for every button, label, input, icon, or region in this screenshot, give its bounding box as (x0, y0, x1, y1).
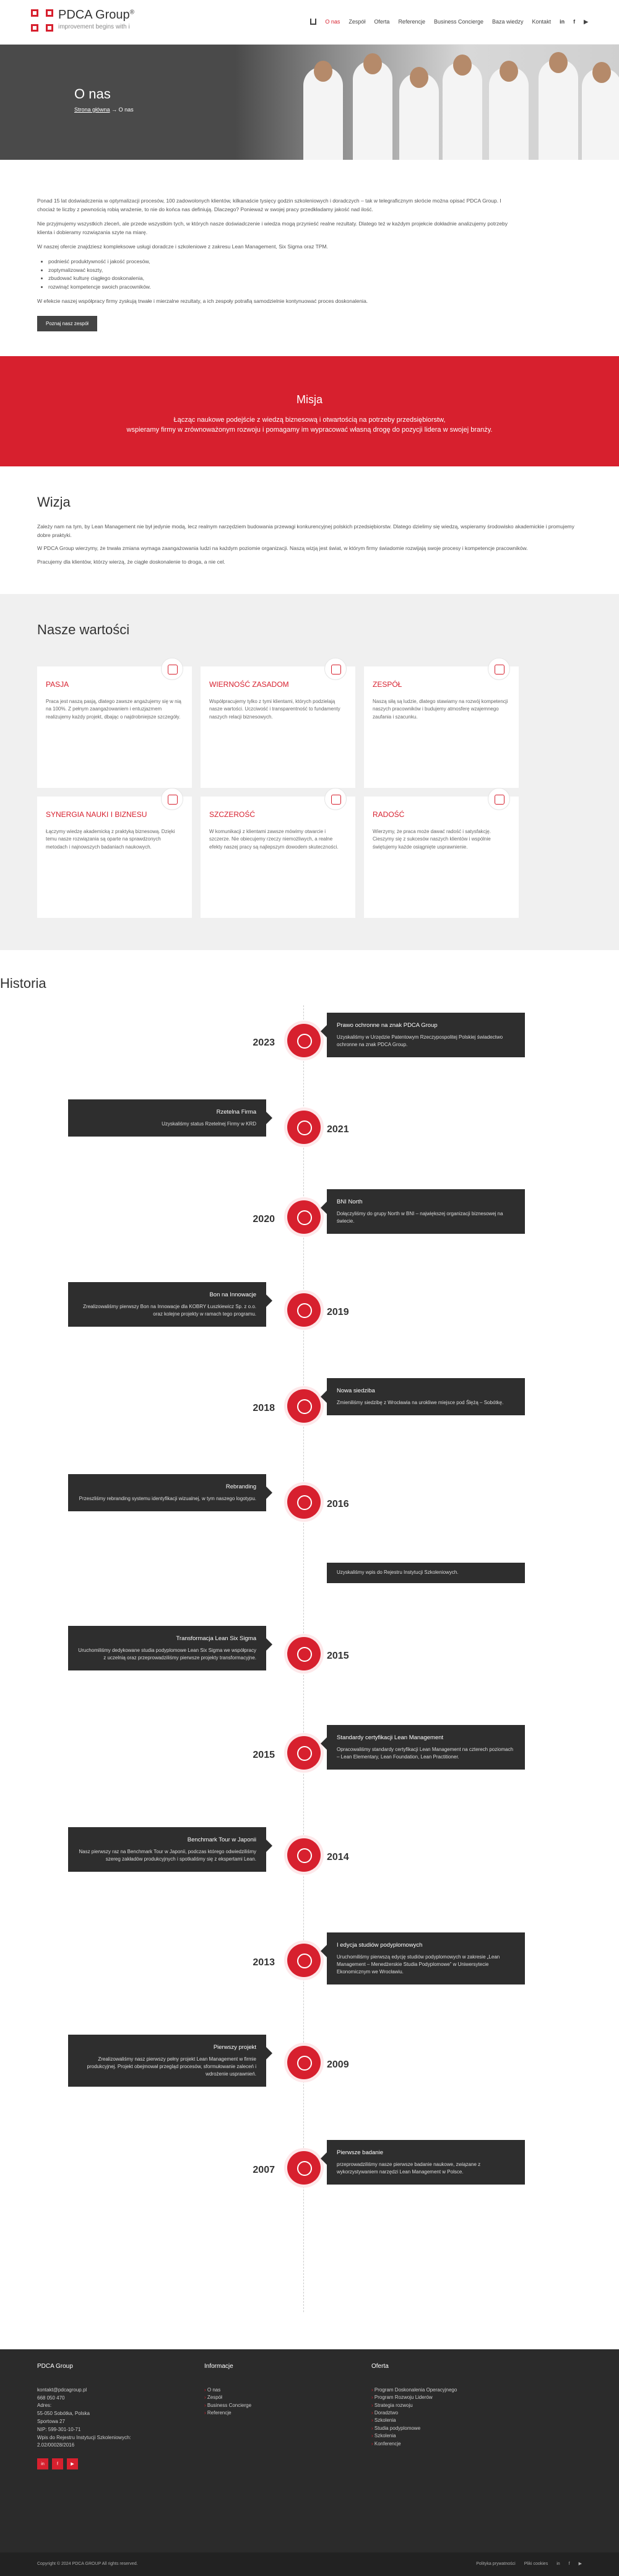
team-button[interactable]: Poznaj nasz zespół (37, 316, 97, 331)
top-header (0, 0, 619, 45)
gears-icon (287, 1293, 321, 1327)
list-item: • zbudować kulturę ciągłego doskonalenia, (48, 274, 582, 283)
logo-name: PDCA Group® (58, 8, 134, 22)
footer-link[interactable]: › Program Rozwoju Liderów (371, 2394, 539, 2401)
trademark-icon (287, 1024, 321, 1057)
values-section (0, 594, 619, 950)
timeline (68, 1005, 551, 2312)
footer-link[interactable]: › Program Doskonalenia Operacyjnego (371, 2386, 539, 2394)
breadcrumb-current: O nas (118, 107, 134, 113)
nav-o-nas[interactable]: O nas (325, 19, 340, 25)
sigma-icon (287, 1637, 321, 1670)
footer-contact: PDCA Group kontakt@pdcagroup.pl 668 050 470 Adres: 55-050 Sobótka, Polska Sportowa 27 NIP: 599-301-10-71 Wpis do Rejestru Instytucji Szkoleniowych: 2.02/00028/2016 in f ▶ (37, 2362, 204, 2469)
heart-icon (161, 658, 183, 680)
list-item: • zoptymalizować koszty, (48, 266, 582, 275)
timeline-event: 2007 Pierwsze badanie przeprowadziliśmy nasze pierwsze badanie naukowe, związane z wykorzystywaniem narzędzi Lean Management w Polsce. (68, 2133, 551, 2207)
timeline-event: 2021 Rzetelna Firma Uzyskaliśmy status Rzetelnej Firmy w KRD (68, 1092, 551, 1166)
list-item: • podnieść produktywność i jakość procesów, (48, 258, 582, 266)
value-card: WIERNOŚĆ ZASADOM Współpracujemy tylko z tymi klientami, których podzielają nasze wartości. Uczciwość i transparentność to fundamenty naszych relacji biznesowych. (201, 666, 355, 788)
history-section (0, 950, 619, 2349)
science-icon (161, 788, 183, 810)
value-card: SYNERGIA NAUKI I BIZNESU Łączymy wiedzę akademicką z praktyką biznesową. Dzięki temu nasze rozwiązania są oparte na sprawdzonych metodach i najnowszych badaniach naukowych. (37, 797, 192, 918)
nav-business-concierge[interactable]: Business Concierge (433, 19, 484, 25)
logo[interactable] (31, 9, 134, 32)
timeline-note: Uzyskaliśmy wpis do Rejestru Instytucji Szkoleniowych. (327, 1563, 525, 1583)
nav-oferta[interactable]: Oferta (374, 19, 390, 25)
refresh-icon (287, 1485, 321, 1519)
phone-link[interactable]: 668 050 470 (37, 2395, 65, 2401)
values-title: Nasze wartości (37, 621, 130, 637)
youtube-icon[interactable]: ▶ (578, 2562, 582, 2567)
badge-icon (287, 1111, 321, 1144)
footer-link[interactable]: › Szkolenia (371, 2417, 539, 2424)
mission-section (0, 356, 619, 466)
footer-link[interactable]: › Business Concierge (204, 2402, 371, 2409)
home-icon[interactable] (310, 19, 316, 25)
footer-link[interactable]: › Szkolenia (371, 2432, 539, 2440)
timeline-event: 2018 Nowa siedziba Zmieniliśmy siedzibę z Wrocławia na urokliwe miejsce pod Ślężą – Sobótkę. (68, 1371, 551, 1445)
hand-heart-icon (324, 788, 347, 810)
mission-text: wspieramy firmy w zrównoważonym rozwoju i pomagamy im wypracować własną drogę do pozycji lidera w swojej branży. (126, 426, 493, 434)
mission-title: Misja (296, 393, 322, 406)
youtube-icon[interactable]: ▶ (67, 2458, 78, 2469)
timeline-event: 2023 Prawo ochronne na znak PDCA Group Uzyskaliśmy w Urzędzie Patentowym Rzeczypospolitej Polskiej świadectwo ochronne na znak PDCA Group. (68, 1005, 551, 1080)
footer-link[interactable]: › Zespół (204, 2394, 371, 2401)
about-paragraph: W efekcie naszej współpracy firmy zyskują trwałe i mierzalne rezultaty, a ich zespoły potrafią samodzielnie kontynuować proces doskonalenia. (37, 298, 368, 305)
footer (0, 2349, 619, 2576)
vision-paragraph: W PDCA Group wierzymy, że trwała zmiana wymaga zaangażowania ludzi na każdym poziomie organizacji. Naszą wizją jest świat, w którym firmy świadomie rozwijają swoje procesy i kompetencje pracowników. (37, 545, 528, 552)
vision-title: Wizja (37, 494, 71, 510)
vision-section (0, 466, 619, 594)
nav-zespol[interactable]: Zespół (348, 19, 366, 25)
nav-baza-wiedzy[interactable]: Baza wiedzy (492, 19, 524, 25)
team-icon (488, 658, 510, 680)
footer-link[interactable]: › Konferencje (371, 2440, 539, 2448)
timeline-event: 2020 BNI North Dołączyliśmy do grupy North w BNI – największej organizacji biznesowej na świecie. (68, 1182, 551, 1256)
timeline-event: 2015 Standardy certyfikacji Lean Management Opracowaliśmy standardy certyfikacji Lean Management na czterech poziomach – Lean Elementary, Lean Foundation, Lean Practitioner. (68, 1718, 551, 1792)
footer-link[interactable]: › Referencje (204, 2409, 371, 2417)
value-card: PASJA Praca jest naszą pasją, dlatego zawsze angażujemy się w nią na 100%. Z pełnym zaangażowaniem i entuzjazmem realizujemy każdy projekt, dbając o najdrobniejsze szczegóły. (37, 666, 192, 788)
footer-bottom (0, 2552, 619, 2576)
logo-mark-icon (31, 9, 53, 32)
bni-logo-icon (287, 1200, 321, 1234)
nav-kontakt[interactable]: Kontakt (532, 19, 552, 25)
handshake-icon (324, 658, 347, 680)
nav-referencje[interactable]: Referencje (398, 19, 425, 25)
timeline-event: 2015 Transformacja Lean Six Sigma Uruchomiliśmy dedykowane studia podyplomowe Lean Six Sigma we współpracy z uczelnią oraz przeprowadziliśmy pierwsze projekty transformacyjne. (68, 1618, 551, 1693)
linkedin-icon[interactable]: in (556, 2562, 560, 2567)
magnifier-icon (287, 2151, 321, 2185)
facebook-icon[interactable]: f (52, 2458, 63, 2469)
breadcrumb-home[interactable]: Strona główna (74, 107, 110, 113)
diagram-icon (287, 2046, 321, 2079)
about-paragraph: Nie przyjmujemy wszystkich zleceń, ale przede wszystkim tych, w których nasze doświadczenie i wiedza mogą przynieść realne rezultaty. Dlatego też w każdym projekcie dokładnie analizujemy potrzeby klienta i dobieramy rozwiązania szyte na miarę. (37, 220, 508, 235)
logo-tagline: improvement begins with i (58, 24, 130, 30)
timeline-event: 2009 Pierwszy projekt Zrealizowaliśmy nasz pierwszy pełny projekt Lean Management w firmie produkcyjnej. Projekt obejmował przegląd procesów, sformułowanie zaleceń i wdrożenie usprawnień. (68, 2027, 551, 2102)
graduation-cap-icon (287, 1944, 321, 1977)
value-card: RADOŚĆ Wierzymy, że praca może dawać radość i satysfakcję. Cieszymy się z sukcesów naszych klientów i wspólnie świętujemy każde osiągnięte usprawnienie. (364, 797, 519, 918)
footer-offer: Oferta › Program Doskonalenia Operacyjnego › Program Rozwoju Liderów › Strategia rozwoju › Doradztwo › Szkolenia › Studia podyplomowe › Szkolenia › Konferencje (371, 2362, 539, 2469)
mission-text: Łącząc naukowe podejście z wiedzą biznesową i otwartością na potrzeby przedsiębiorstw, (173, 416, 446, 424)
vision-paragraph: Pracujemy dla klientów, którzy wierzą, że ciągłe doskonalenie to droga, a nie cel. (37, 558, 225, 565)
timeline-event: 2016 Rebranding Przeszliśmy rebranding systemu identyfikacji wizualnej, w tym naszego logotypu. (68, 1467, 551, 1541)
youtube-icon[interactable]: ▶ (584, 19, 588, 25)
timeline-event: 2013 I edycja studiów podyplomowych Uruchomiliśmy pierwszą edycję studiów podyplomowych w zakresie „Lean Management – Menedżerskie Studia Podyplomowe” w Uniwersytecie Ekonomicznym we Wrocławiu. (68, 1925, 551, 1999)
about-paragraph: W naszej ofercie znajdziesz kompleksowe usługi doradcze i szkoleniowe z zakresu Lean Management, Six Sigma oraz TPM. (37, 243, 328, 250)
about-list (48, 258, 582, 291)
footer-link[interactable]: › Doradztwo (371, 2409, 539, 2417)
main-nav (310, 17, 588, 26)
timeline-event: 2014 Benchmark Tour w Japonii Nasz pierwszy raz na Benchmark Tour w Japonii, podczas którego odwiedziliśmy szereg zakładów produkcyjnych i spotkaliśmy się z ekspertami Lean. (68, 1820, 551, 1894)
linkedin-icon[interactable]: in (560, 19, 565, 25)
footer-link[interactable]: › O nas (204, 2386, 371, 2394)
privacy-link[interactable]: Polityka prywatności (476, 2562, 516, 2567)
about-paragraph: Ponad 15 lat doświadczenia w optymalizacji procesów, 100 zadowolonych klientów, kilkanaście tysięcy godzin szkoleniowych i doradczych – tak w telegraficznym skrócie można opisać PDCA Group. I chociaż te liczby z pewnością robią wrażenie, to nie do końca nas definiują. Dlaczego? Ponieważ w swojej pracy przedkładamy jakość nad ilość. (37, 198, 501, 212)
value-card: SZCZEROŚĆ W komunikacji z klientami zawsze mówimy otwarcie i szczerze. Nie obiecujemy rzeczy niemożliwych, a realne efekty naszej pracy są najlepszym dowodem skuteczności. (201, 797, 355, 918)
about-section (0, 160, 619, 356)
footer-info: Informacje › O nas › Zespół › Business Concierge › Referencje (204, 2362, 371, 2469)
smile-icon (488, 788, 510, 810)
value-card: ZESPÓŁ Naszą siłą są ludzie, dlatego stawiamy na rozwój kompetencji naszych pracowników i budujemy atmosferę wzajemnego zaufania i szacunku. (364, 666, 519, 788)
timeline-event: 2019 Bon na Innowacje Zrealizowaliśmy pierwszy Bon na Innowacje dla KOBRY Łuszkiewicz Sp. z o.o. oraz kolejne projekty w ramach tego programu. (68, 1275, 551, 1349)
breadcrumb: Strona główna → O nas (74, 107, 134, 113)
values-grid (37, 666, 519, 918)
hero-banner (0, 45, 619, 160)
location-pin-icon (287, 1389, 321, 1423)
cookies-link[interactable]: Pliki cookies (524, 2562, 548, 2567)
history-title: Historia (0, 975, 46, 991)
email-link[interactable]: kontakt@pdcagroup.pl (37, 2386, 87, 2393)
facebook-icon[interactable]: f (573, 19, 576, 25)
list-item: • rozwinąć kompetencje swoich pracowników. (48, 283, 582, 292)
team-photo (235, 45, 619, 160)
copyright: Copyright © 2024 PDCA GROUP All rights reserved. (37, 2562, 138, 2567)
footer-link[interactable]: › Strategia rozwoju (371, 2402, 539, 2409)
page-title: O nas (74, 86, 111, 102)
vision-paragraph: Zależy nam na tym, by Lean Management nie był jedynie modą, lecz realnym narzędziem budowania przewagi konkurencyjnej polskich przedsiębiorstw. Dlatego dzielimy się wiedzą, wspieramy środowisko akademickie i promujemy dobre praktyki. (37, 523, 574, 538)
footer-link[interactable]: › Studia podyplomowe (371, 2425, 539, 2432)
linkedin-icon[interactable]: in (37, 2458, 48, 2469)
facebook-icon[interactable]: f (568, 2562, 570, 2567)
camera-icon (287, 1838, 321, 1872)
certificate-icon (287, 1736, 321, 1770)
